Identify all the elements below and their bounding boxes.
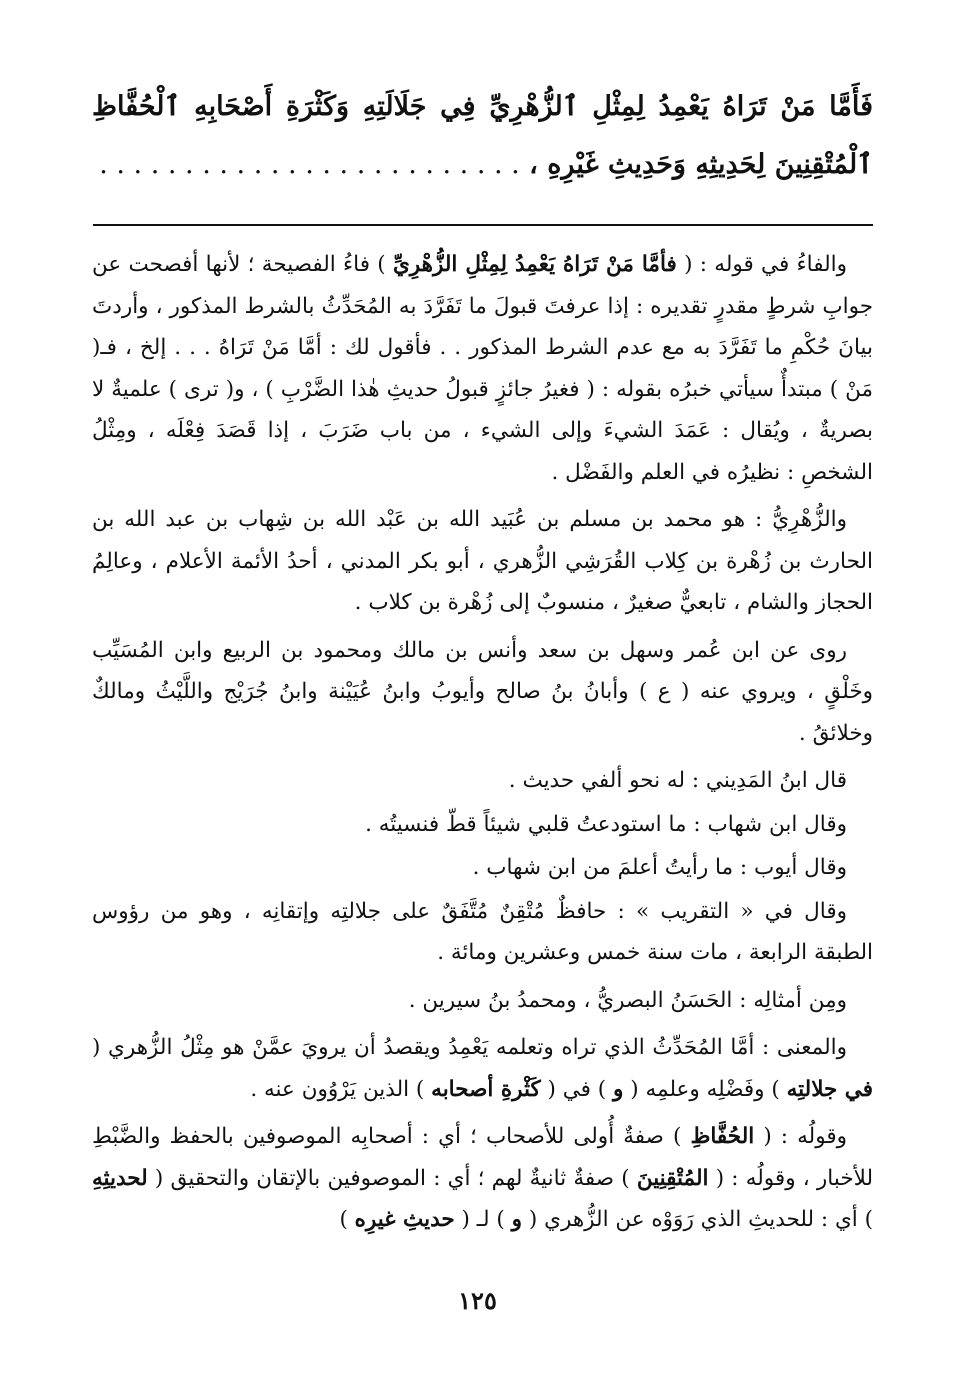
quoted-matn: و (613, 1076, 624, 1102)
commentary-text: ) فاءُ الفصيحة ؛ لأنها أفصحت عن جوابِ شرطٍ مقدرٍ تقديره : إذا عرفتَ قبولَ ما تَفَرَّدَ به المُحَدِّثُ بالشرط المذكور ، وأردتَ بيانَ حُكْمِ ما تَفَرَّدَ به مع عدم الشرط المذكور . . فأقول لك : أمَّا مَنْ تَرَاهُ . . . إلخ ، فـ( مَنْ ) مبتدأٌ سيأتي خبرُه بقوله : ( فغيرُ جائزٍ قبولُ حديثِ هٰذا الضَّرْبِ ) ، و( ترى ) علميةٌ لا بصريةٌ ، ويُقال : عَمَدَ الشيءَ وإلى الشيء ، من باب ضَرَبَ ، إذا قَصَدَ فِعْلَه ، ومِثْلُ الشخصِ : نظيرُه في العلم والفَضْل . (92, 252, 873, 485)
commentary-text: ) لـ ( (461, 1207, 505, 1232)
commentary-text: ) أي : للحديثِ الذي رَوَوْه عن الزُّهري ( (528, 1207, 873, 1232)
commentary-paragraph: ومِن أمثالِه : الحَسَنُ البصريُّ ، ومحمدُ بنُ سيرين . (408, 987, 847, 1013)
quoted-matn: الحُفَّاظِ (690, 1124, 755, 1149)
page-number: ١٢٥ (458, 1286, 497, 1315)
commentary (92, 244, 873, 1241)
commentary-text: وقولُه : ( (763, 1124, 847, 1149)
commentary-text: والمعنى : أمَّا المُحَدِّثُ الذي تراه وتعلمه يَعْمِدُ ويقصدُ أن يرويَ عمَّنْ هو مِثْلُ الزُّهري ( (92, 1035, 847, 1060)
commentary-paragraph (92, 1027, 873, 1110)
quoted-matn: حديثِ غيرِه (354, 1207, 455, 1232)
quote-line: قال ابنُ المَدِيني : له نحو ألفي حديث . (508, 768, 847, 793)
commentary-paragraph (92, 244, 873, 493)
commentary-paragraph: وقال في « التقريب » : حافظٌ مُتْقِنٌ مُتَّفَقٌ على جلالتِه وإتقانِه ، وهو من رؤوس الطبقة الرابعة ، مات سنة خمس وعشرين ومائة . (92, 898, 873, 965)
quote-line: وقال ابن شهاب : ما استودعتُ قلبي شيئاً قطّ فنسيتُه . (365, 811, 847, 837)
quoted-matn: و (511, 1207, 523, 1232)
commentary-text: ) وفَضْلِه وعلمِه ( (630, 1076, 780, 1102)
commentary-text: ) الذين يَرْوُون عنه . (250, 1076, 425, 1102)
quoted-matn: لحديثِهِ (92, 1165, 148, 1191)
main-text-dots: . . . . . . . . . . . . . . . . . . . . . . . . . (99, 149, 520, 180)
commentary-paragraph: روى عن ابن عُمر وسهل بن سعد وأنس بن مالك ومحمود بن الربيع وابن المُسَيِّب وخَلْقٍ ، ويروي عنه ( ع ) وأبانُ بنُ صالح وأيوبُ وابنُ عُيَيْنة وابنُ جُرَيْج واللَّيْثُ ومالكٌ وخلائقُ . (92, 637, 873, 746)
quoted-matn: فأمَّا مَنْ تَرَاهُ يَعْمِدُ لِمِثْلِ الزُّهْرِيِّ (392, 252, 677, 277)
commentary-text: والفاءُ في قوله : ( (684, 252, 847, 277)
quote-line: وقال أيوب : ما رأيتُ أعلمَ من ابن شهاب . (472, 855, 847, 880)
main-text (92, 78, 873, 194)
separator-line (93, 224, 873, 226)
commentary-text: ) صفةٌ ثانيةٌ لهم ؛ أي : الموصوفين بالإتقان والتحقيق ( (154, 1165, 630, 1191)
quoted-matn: كَثْرةِ أصحابه (431, 1076, 541, 1102)
commentary-text: ) (339, 1207, 348, 1232)
commentary-paragraph: والزُّهْرِيُّ : هو محمد بن مسلم بن عُبَيد الله بن عَبْد الله بن شِهاب بن عبد الله بن الحارث بن زُهْرة بن كِلاب القُرَشِي الزُّهري ، أبو بكر المدني ، أحدُ الأئمة الأعلام ، وعالِمُ الحجاز والشام ، تابعيٌّ صغيرٌ ، منسوبٌ إلى زُهْرة بن كلاب . (92, 507, 873, 615)
commentary-text: ) في ( (547, 1076, 607, 1102)
commentary-text: ) صفةٌ أُولى للأصحاب ؛ أي : أصحابِه الموصوفين بالحفظ والضَّبْطِ للأخبار ، وقولُه : ( (92, 1124, 873, 1191)
main-text-body: فَأَمَّا مَنْ تَرَاهُ يَعْمِدُ لِمِثْلِ ٱلزُّهْرِيِّ فِي جَلَالَتِهِ وَكَثْرَةِ أَصْحَابِهِ ٱلْحُفَّاظِ ٱلْمُتْقِنِينَ لِحَدِيثِهِ وَحَدِيثِ غَيْرِهِ ، (92, 91, 873, 180)
commentary-paragraph (92, 1116, 873, 1241)
quoted-matn: في جلالتِه (786, 1076, 873, 1102)
quoted-matn: المُتْقِنِينَ (636, 1165, 709, 1191)
